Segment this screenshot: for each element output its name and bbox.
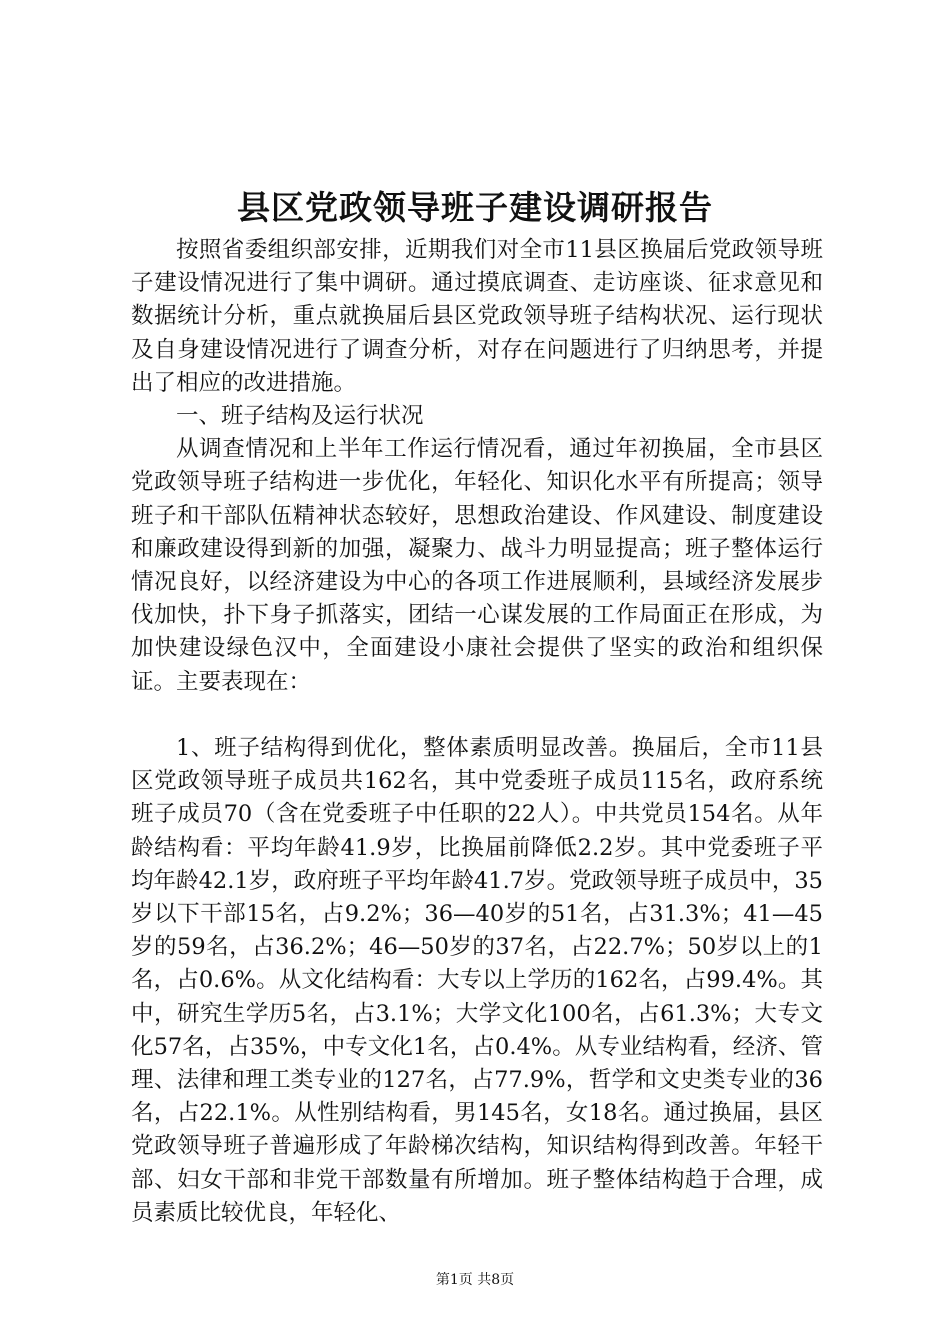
section-heading: 一、班子结构及运行状况 <box>176 403 424 430</box>
overview-paragraph: 从调查情况和上半年工作运行情况看，通过年初换届，全市县区党政领导班子结构进一步优化，年轻化、知识化水平有所提高；领导班子和干部队伍精神状态较好，思想政治建设、作风建设、制度建设和廉政建设得到新的加强，凝聚力、战斗力明显提高；班子整体运行情况良好，以经济建设为中心的各项工作进展顺利，县域经济发展步伐加快，扑下身子抓落实，团结一心谋发展的工作局面正在形成，为加快建设绿色汉中，全面建设小康社会提供了坚实的政治和组织保证。主要表现在： <box>131 436 823 695</box>
paragraph-spacer <box>131 699 823 732</box>
document-body <box>131 234 823 1230</box>
document-title: 县区党政领导班子建设调研报告 <box>237 188 713 227</box>
intro-paragraph: 按照省委组织部安排，近期我们对全市11县区换届后党政领导班子建设情况进行了集中调研。通过摸底调查、走访座谈、征求意见和数据统计分析，重点就换届后县区党政领导班子结构状况、运行现状及自身建设情况进行了调查分析，对存在问题进行了归纳思考，并提出了相应的改进措施。 <box>131 237 823 396</box>
page-footer: 第1页 共8页 <box>435 1272 515 1288</box>
structure-paragraph: 1、班子结构得到优化，整体素质明显改善。换届后，全市11县区党政领导班子成员共162名，其中党委班子成员115名，政府系统班子成员70（含在党委班子中任职的22人）。中共党员154名。从年龄结构看：平均年龄41.9岁，比换届前降低2.2岁。其中党委班子平均年龄42.1岁，政府班子平均年龄41.7岁。党政领导班子成员中，35岁以下干部15名，占9.2%；36—40岁的51名，占31.3%；41—45岁的59名，占36.2%；46—50岁的37名，占22.7%；50岁以上的1名，占0.6%。从文化结构看：大专以上学历的162名，占99.4%。其中，研究生学历5名，占3.1%；大学文化100名，占61.3%；大专文化57名，占35%，中专文化1名，占0.4%。从专业结构看，经济、管理、法律和理工类专业的127名，占77.9%，哲学和文史类专业的36名，占22.1%。从性别结构看，男145名，女18名。通过换届，县区党政领导班子普遍形成了年龄梯次结构，知识结构得到改善。年轻干部、妇女干部和非党干部数量有所增加。班子整体结构趋于合理，成员素质比较优良，年轻化、 <box>131 735 823 1226</box>
